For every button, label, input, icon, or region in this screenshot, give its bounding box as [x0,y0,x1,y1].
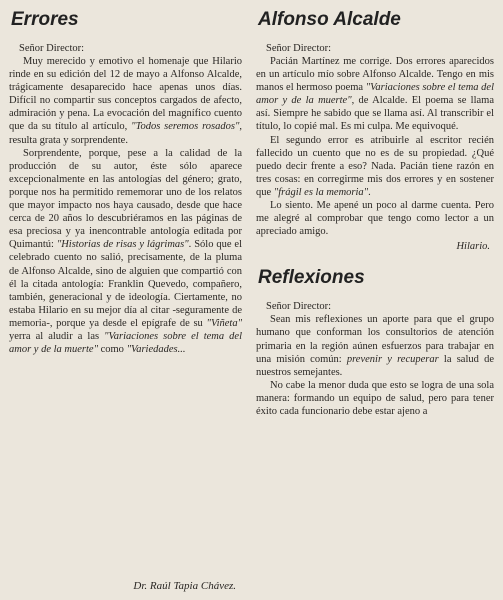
letter-errores [9,8,242,600]
letter-title-reflexiones: Reflexiones [258,267,365,289]
paragraph: Lo siento. Me apené un poco al darme cuenta. Pero me alegré al comprobar que tengo como lector a un apreciado amigo. [256,200,494,238]
signature: Hilario. [456,241,490,253]
paragraph: El segundo error es atribuirle al escritor recién fallecido un cuento que no es de su propiedad. ¿Qué puedo decir frente a eso? Nada. Pacián tiene razón en tres cosas: en corregirme mis dos errores y en sostener que "frágil es la memoria". [256,134,494,198]
salutation: Señor Director: [266,43,332,54]
paragraph: Sean mis reflexiones un aporte para que el grupo humano que conforman los consultorios de atención primaria en la región aúnen esfuerzos para trabajar en una misión común: prevenir y recuperar la salud de nuestros semejantes. [256,314,494,378]
paragraph: Pacián Martínez me corrige. Dos errores aparecidos en un artículo mío sobre Alfonso Alcalde. Tengo en mis manos el hermoso poema "Variaciones sobre el tema del amor y de la muerte", de Alcalde. El poema se llama así. Siempre he sabido que se llama así. Al transcribir el título, lo copié mal. Es mi culpa. Me equivoqué. [256,56,495,133]
salutation: Señor Director: [19,43,85,54]
letter-title-alfonso-alcalde: Alfonso Alcalde [258,9,401,30]
letter-alfonso-alcalde [256,8,494,600]
letter-title-errores: Errores [11,9,79,30]
paragraph: Muy merecido y emotivo el homenaje que Hilario rinde en su edición del 12 de mayo a Alfonso Alcalde, trágicamente desaparecido hace apenas unos días. Difícil no compartir sus conceptos cargados de afecto, admiración y pena. La evocación del magnífico cuento que da su título al artículo, "Todos seremos rosados", resulta grata y sorprendente. [9,56,242,146]
paragraph: No cabe la menor duda que esto se logra de una sola manera: formando un equipo de salud, pero para tener éxito cada funcionario debe estar ajeno a [256,379,494,417]
signature: Dr. Raúl Tapia Chávez. [133,580,236,592]
paragraph: Sorprendente, porque, pese a la calidad de la producción de su autor, éste sólo aparece excepcionalmente en las antologías del género; grato, porque nos ha permitido rememorar uno de los relatos que mayor impacto nos haya causado, desde que hace cerca de 20 años lo descubriéramos en las páginas de esa preciosa y ya inencontrable antología editada por Quimantú: "Historias de risas y lágrimas". Sólo que el celebrado cuento no salió, precisamente, de la pluma de Alfonso Alcalde, sino de alguien que compartió con él la citada antología: Franklin Quevedo, compañero, también, generacional y de ideología. Ciertamente, no estaba Hilario en su mejor día al citar -seguramente de memoria-, porque ya desde el epígrafe de su "Viñeta" yerra al aludir a las "Variaciones sobre el tema del amor y de la muerte" como "Variedades... [9,147,242,356]
salutation: Señor Director: [266,301,332,313]
